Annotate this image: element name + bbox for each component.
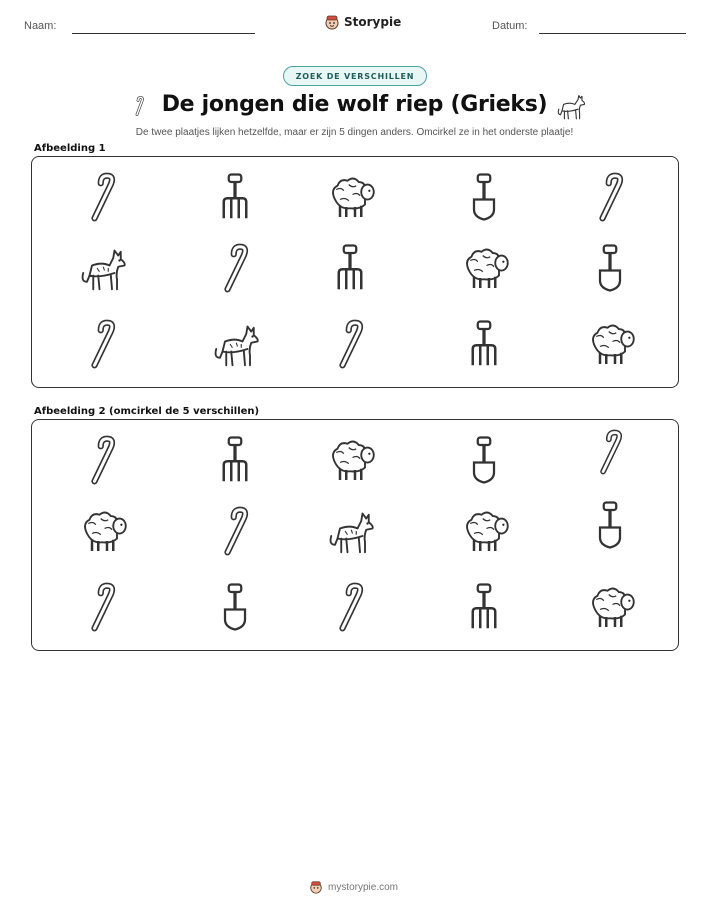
brand-logo [324,14,401,30]
storypie-mascot-icon [309,880,323,894]
pitchfork-icon [458,319,510,369]
staff-icon[interactable] [324,582,376,632]
staff-icon[interactable] [587,420,633,484]
picture-2-title: Afbeelding 2 (omcirkel de 5 verschillen) [34,406,260,417]
date-line[interactable] [539,33,686,34]
staff-icon [76,172,128,222]
shovel-icon[interactable] [209,582,261,632]
shovel-icon[interactable] [585,492,635,558]
staff-icon[interactable] [209,506,261,556]
instructions: De twee plaatjes lijken hetzelfde, maar er zijn 5 dingen anders. Omcirkel ze in het onderste plaatje! [135,127,574,138]
wolf-icon[interactable] [324,506,376,556]
storypie-mascot-icon [324,14,340,30]
pitchfork-icon [324,243,376,293]
pitchfork-icon[interactable] [209,435,261,485]
sheep-icon[interactable] [584,582,636,632]
wolf-icon [209,319,261,369]
picture-1-panel [31,156,679,388]
page-title: De jongen die wolf riep (Grieks) [161,92,548,117]
footer-url: mystorypie.com [328,881,399,893]
shovel-icon[interactable] [458,435,510,485]
staff-icon [584,172,636,222]
shovel-icon [584,243,636,293]
name-label: Naam: [24,20,57,32]
pitchfork-icon [209,172,261,222]
staff-icon [209,243,261,293]
sheep-icon [324,172,376,222]
staff-icon [324,319,376,369]
date-label: Datum: [492,20,528,32]
pitchfork-icon[interactable] [458,582,510,632]
sheep-icon[interactable] [458,506,510,556]
activity-badge: ZOEK DE VERSCHILLEN [283,66,427,86]
sheep-icon [458,243,510,293]
name-line[interactable] [72,33,255,34]
staff-icon [76,319,128,369]
sheep-icon[interactable] [76,506,128,556]
staff-icon[interactable] [76,582,128,632]
picture-1-title: Afbeelding 1 [34,143,106,154]
staff-icon[interactable] [76,435,128,485]
wolf-icon [552,90,588,122]
wolf-icon [76,243,128,293]
sheep-icon [584,319,636,369]
sheep-icon[interactable] [324,435,376,485]
brand-name: Storypie [344,15,402,29]
picture-2-panel[interactable] [31,419,679,651]
shovel-icon [458,172,510,222]
footer [309,880,398,894]
